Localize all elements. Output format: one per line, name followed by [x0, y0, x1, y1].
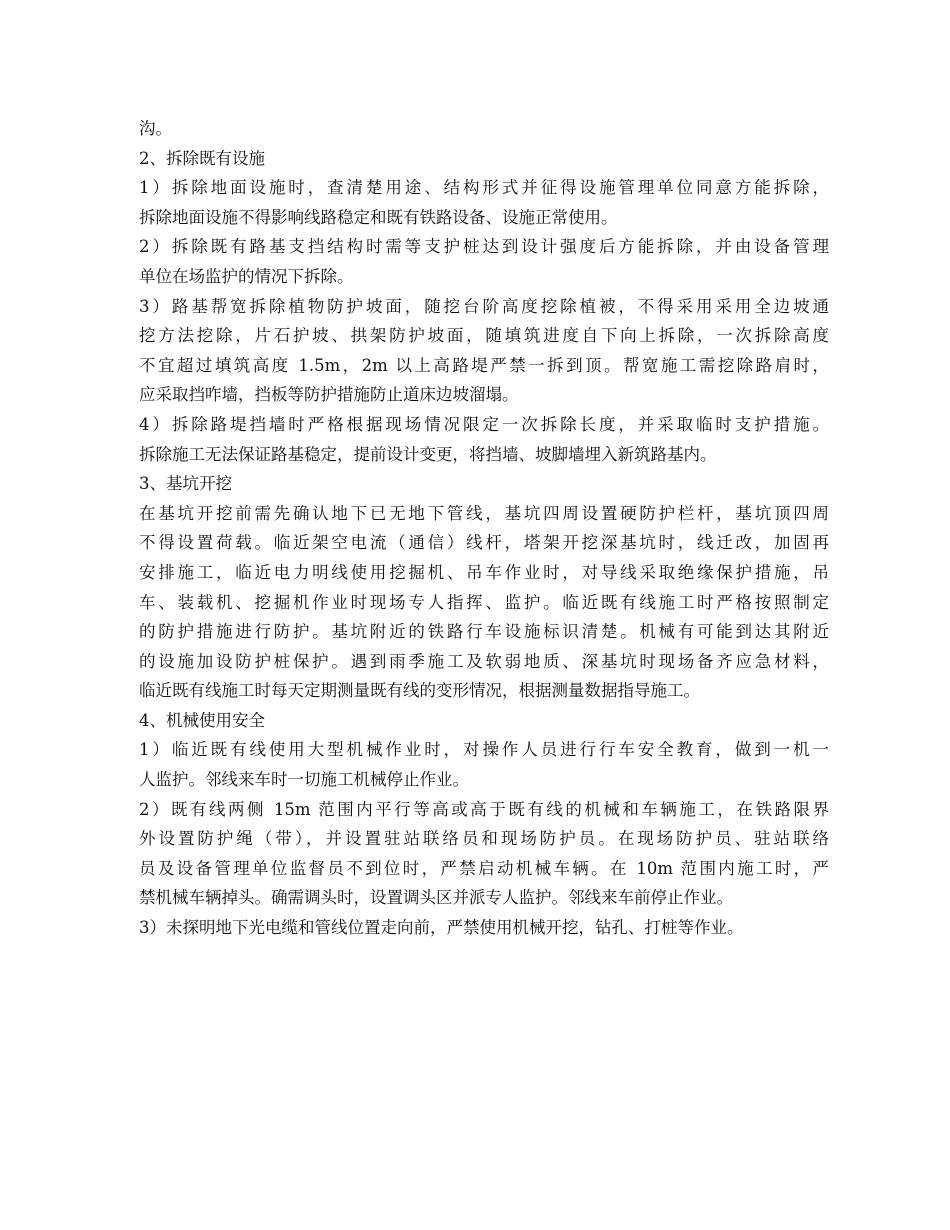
text-line: 不得设置荷载。临近架空电流（通信）线杆，塔架开挖深基坑时，线迁改，加固再: [139, 533, 829, 553]
text-line: 2、拆除既有设施: [139, 148, 265, 168]
text-line: 4、机械使用安全: [139, 710, 265, 730]
text-line: 2）既有线两侧 15m 范围内平行等高或高于既有线的机械和车辆施工，在铁路限界: [139, 799, 829, 819]
text-line: 1）拆除地面设施时，查清楚用途、结构形式并征得设施管理单位同意方能拆除，: [139, 178, 829, 198]
text-line: 临近既有线施工时每天定期测量既有线的变形情况，根据测量数据指导施工。: [139, 681, 700, 701]
text-line: 1）临近既有线使用大型机械作业时，对操作人员进行行车安全教育，做到一机一: [139, 740, 829, 760]
text-line: 3、基坑开挖: [139, 474, 232, 494]
text-line: 的设施加设防护桩保护。遇到雨季施工及软弱地质、深基坑时现场备齐应急材料，: [139, 651, 829, 671]
text-line: 拆除地面设施不得影响线路稳定和既有铁路设备、设施正常使用。: [139, 207, 618, 227]
text-line: 在基坑开挖前需先确认地下已无地下管线，基坑四周设置硬防护栏杆，基坑顶四周: [139, 503, 829, 523]
text-line: 单位在场监护的情况下拆除。: [139, 266, 354, 286]
text-line: 3）未探明地下光电缆和管线位置走向前，严禁使用机械开挖，钻孔、打桩等作业。: [139, 918, 744, 938]
text-line: 人监护。邻线来车时一切施工机械停止作业。: [139, 770, 469, 790]
text-line: 车、装载机、挖掘机作业时现场专人指挥、监护。临近既有线施工时严格按照制定: [139, 592, 829, 612]
text-line: 应采取挡咋墙，挡板等防护措施防止道床边坡溜塌。: [139, 385, 519, 405]
text-line: 3）路基帮宽拆除植物防护坡面，随挖台阶高度挖除植被，不得采用采用全边坡通: [139, 296, 829, 316]
text-line: 的防护措施进行防护。基坑附近的铁路行车设施标识清楚。机械有可能到达其附近: [139, 622, 829, 642]
text-line: 沟。: [139, 119, 172, 138]
text-line: 禁机械车辆掉头。确需调头时，设置调头区并派专人监护。邻线来车前停止作业。: [139, 888, 733, 908]
text-line: 拆除施工无法保证路基稳定，提前设计变更，将挡墙、坡脚墙埋入新筑路基内。: [139, 444, 717, 464]
text-line: 员及设备管理单位监督员不到位时，严禁启动机械车辆。在 10m 范围内施工时，严: [139, 858, 829, 878]
text-line: 安排施工，临近电力明线使用挖掘机、吊车作业时，对导线采取绝缘保护措施，吊: [139, 562, 829, 582]
document-page: [139, 114, 829, 943]
text-line: 不宜超过填筑高度 1.5m，2m 以上高路堤严禁一拆到顶。帮宽施工需挖除路肩时，: [139, 355, 829, 375]
text-line: 4）拆除路堤挡墙时严格根据现场情况限定一次拆除长度，并采取临时支护措施。: [139, 414, 829, 434]
text-line: 2）拆除既有路基支挡结构时需等支护桩达到设计强度后方能拆除，并由设备管理: [139, 237, 829, 257]
text-line: 挖方法挖除，片石护坡、拱架防护坡面，随填筑进度自下向上拆除，一次拆除高度: [139, 326, 829, 346]
text-line: 外设置防护绳（带），并设置驻站联络员和现场防护员。在现场防护员、驻站联络: [139, 829, 829, 849]
